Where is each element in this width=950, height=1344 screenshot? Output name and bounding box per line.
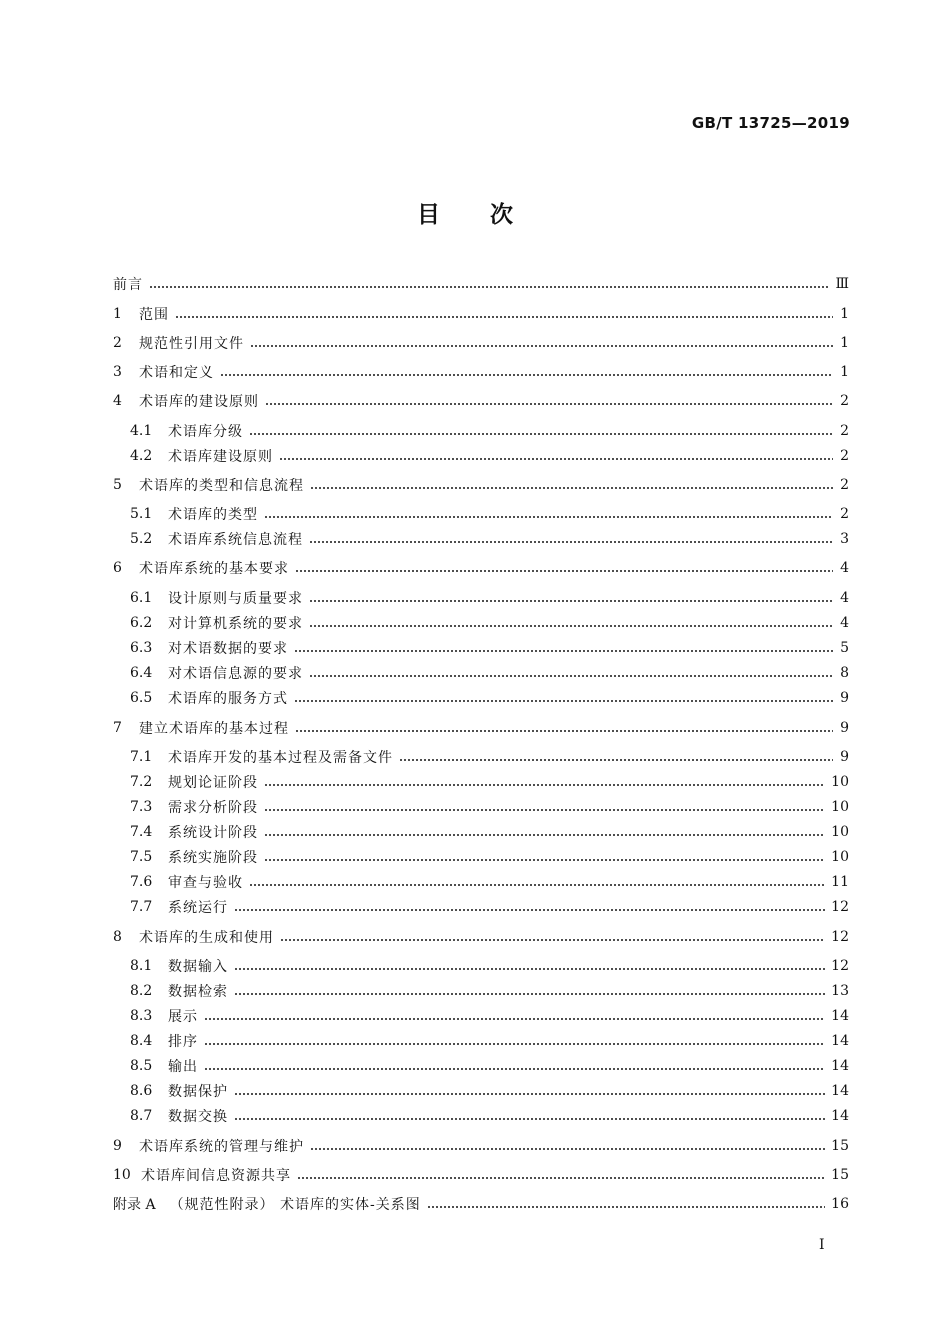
toc-entry-page: 14: [831, 1108, 849, 1124]
toc-entry-page: 2: [840, 448, 849, 464]
toc-entry[interactable]: [130, 1005, 849, 1027]
dot-leader: [220, 365, 833, 379]
toc-entry-label: 术语库建设原则: [168, 449, 273, 465]
toc-entry-number: 2: [113, 335, 122, 351]
dot-leader: [265, 394, 833, 408]
toc-entry-label: 对术语数据的要求: [168, 641, 288, 657]
dot-leader: [294, 641, 833, 655]
toc-entry-number: 7.7: [130, 899, 153, 915]
toc-entry-number: 4: [113, 393, 122, 409]
toc-entry-number: 5.2: [130, 531, 153, 547]
toc-entry[interactable]: [130, 637, 849, 659]
toc-entry-number: 8.2: [130, 983, 153, 999]
toc-entry-label: 输出: [168, 1059, 198, 1075]
toc-entry-number: 6.3: [130, 640, 153, 656]
toc-entry-number: 4.2: [130, 448, 153, 464]
toc-entry-page: 9: [840, 690, 849, 706]
toc-entry[interactable]: [130, 980, 849, 1002]
toc-entry-number: 9: [113, 1138, 122, 1154]
dot-leader: [309, 591, 833, 605]
dot-leader: [280, 930, 825, 944]
toc-entry-page: 2: [840, 393, 849, 409]
toc-entry[interactable]: [113, 361, 849, 383]
toc-entry-label: 系统设计阶段: [168, 825, 258, 841]
toc-entry[interactable]: [113, 1193, 849, 1215]
toc-entry-number: 8.3: [130, 1008, 153, 1024]
toc-entry[interactable]: [130, 1030, 849, 1052]
toc-entry-page: 8: [840, 665, 849, 681]
toc-entry-label: 对术语信息源的要求: [168, 666, 303, 682]
toc-entry-page: 14: [831, 1008, 849, 1024]
toc-entry-label: 建立术语库的基本过程: [139, 721, 289, 737]
toc-entry-page: 1: [840, 364, 849, 380]
toc-entry-number: 5: [113, 477, 122, 493]
toc-entry[interactable]: [113, 332, 849, 354]
toc-entry-label: 术语库的建设原则: [139, 394, 259, 410]
dot-leader: [149, 277, 829, 291]
dot-leader: [264, 775, 825, 789]
toc-entry[interactable]: [113, 474, 849, 496]
toc-entry-number: 8.7: [130, 1108, 153, 1124]
toc-entry[interactable]: [130, 846, 849, 868]
dot-leader: [294, 691, 833, 705]
dot-leader: [204, 1009, 825, 1023]
toc-entry-page: 1: [840, 306, 849, 322]
toc-entry-label: 数据交换: [168, 1109, 228, 1125]
toc-entry[interactable]: [130, 503, 849, 525]
toc-entry-label: 规划论证阶段: [168, 775, 258, 791]
toc-entry-number: 7.6: [130, 874, 153, 890]
toc-entry[interactable]: [130, 445, 849, 467]
toc-entry-number: 6.1: [130, 590, 153, 606]
toc-entry-label: 审查与验收: [168, 875, 243, 891]
toc-entry-number: 10: [113, 1167, 131, 1183]
toc-entry-label: 术语库的生成和使用: [139, 930, 274, 946]
toc-entry-page: 15: [831, 1138, 849, 1154]
dot-leader: [249, 875, 825, 889]
toc-entry[interactable]: [113, 390, 849, 412]
toc-entry-number: 7.1: [130, 749, 153, 765]
dot-leader: [309, 616, 833, 630]
toc-entry-label: 前言: [113, 277, 143, 293]
toc-entry-label: 范围: [139, 307, 169, 323]
toc-entry[interactable]: [130, 420, 849, 442]
toc-entry-number: 附录 A: [113, 1197, 156, 1213]
toc-entry-number: 6.4: [130, 665, 153, 681]
toc-entry[interactable]: [113, 557, 849, 579]
toc-entry-label: 数据输入: [168, 959, 228, 975]
toc-entry-page: 4: [840, 560, 849, 576]
toc-entry-page: 10: [831, 824, 849, 840]
toc-entry[interactable]: [113, 717, 849, 739]
toc-entry-label: 展示: [168, 1009, 198, 1025]
dot-leader: [234, 984, 825, 998]
toc-entry-page: 9: [840, 749, 849, 765]
dot-leader: [295, 561, 833, 575]
dot-leader: [264, 825, 825, 839]
toc-entry-page: 13: [831, 983, 849, 999]
page-folio: I: [819, 1237, 825, 1253]
dot-leader: [295, 721, 833, 735]
toc-entry-number: 7.4: [130, 824, 153, 840]
toc-entry-number: 6: [113, 560, 122, 576]
toc-entry-page: 9: [840, 720, 849, 736]
toc-entry[interactable]: [130, 896, 849, 918]
toc-entry-page: 1: [840, 335, 849, 351]
toc-entry-label: 系统实施阶段: [168, 850, 258, 866]
toc-entry[interactable]: [130, 1105, 849, 1127]
dot-leader: [175, 307, 833, 321]
dot-leader: [399, 750, 833, 764]
toc-entry-label: 术语库系统的基本要求: [139, 561, 289, 577]
toc-entry-label: 术语和定义: [139, 365, 214, 381]
toc-entry-label: 术语库间信息资源共享: [141, 1168, 291, 1184]
toc-entry-page: 16: [831, 1196, 849, 1212]
dot-leader: [310, 1139, 825, 1153]
toc-entry[interactable]: [113, 1135, 849, 1157]
dot-leader: [234, 900, 825, 914]
toc-entry-number: 1: [113, 306, 122, 322]
toc-entry-number: 8.1: [130, 958, 153, 974]
toc-entry-number: 8: [113, 929, 122, 945]
toc-entry[interactable]: [130, 821, 849, 843]
toc-entry-number: 7.5: [130, 849, 153, 865]
toc-entry[interactable]: [130, 955, 849, 977]
toc-entry[interactable]: [130, 612, 849, 634]
toc-entry[interactable]: [130, 871, 849, 893]
toc-entry-label: 规范性引用文件: [139, 336, 244, 352]
toc-entry[interactable]: [113, 303, 849, 325]
toc-entry-page: 11: [831, 874, 849, 890]
dot-leader: [279, 449, 833, 463]
toc-entry-page: 12: [831, 929, 849, 945]
toc-entry[interactable]: [130, 528, 849, 550]
dot-leader: [427, 1197, 825, 1211]
dot-leader: [249, 424, 833, 438]
toc-entry-label: 术语库系统信息流程: [168, 532, 303, 548]
toc-entry-label: 排序: [168, 1034, 198, 1050]
toc-entry-page: 4: [840, 590, 849, 606]
toc-entry-label: 设计原则与质量要求: [168, 591, 303, 607]
dot-leader: [264, 850, 825, 864]
toc-entry-page: 10: [831, 849, 849, 865]
toc-entry-page: 14: [831, 1033, 849, 1049]
toc-entry-label: 术语库的类型和信息流程: [139, 478, 304, 494]
dot-leader: [264, 507, 833, 521]
dot-leader: [234, 1084, 825, 1098]
toc-entry-label: 术语库开发的基本过程及需备文件: [168, 750, 393, 766]
toc-entry-page: 12: [831, 899, 849, 915]
toc-entry-page: 4: [840, 615, 849, 631]
toc-entry-page: 5: [840, 640, 849, 656]
dot-leader: [204, 1059, 825, 1073]
toc-entry-number: 7: [113, 720, 122, 736]
toc-entry[interactable]: [113, 273, 849, 295]
toc-entry-number: 8.5: [130, 1058, 153, 1074]
toc-entry-label: 术语库分级: [168, 424, 243, 440]
toc-entry-page: 12: [831, 958, 849, 974]
toc-entry[interactable]: [130, 687, 849, 709]
toc-entry-page: 14: [831, 1058, 849, 1074]
toc-entry-number: 4.1: [130, 423, 153, 439]
toc-entry[interactable]: [130, 796, 849, 818]
dot-leader: [297, 1168, 825, 1182]
toc-entry-label: （规范性附录） 术语库的实体-关系图: [169, 1197, 421, 1213]
toc-entry-label: 需求分析阶段: [168, 800, 258, 816]
toc-entry-page: 10: [831, 774, 849, 790]
toc-entry[interactable]: [130, 746, 849, 768]
toc-entry[interactable]: [113, 1164, 849, 1186]
dot-leader: [264, 800, 825, 814]
toc-entry[interactable]: [130, 1080, 849, 1102]
toc-entry-number: 6.2: [130, 615, 153, 631]
dot-leader: [204, 1034, 825, 1048]
dot-leader: [234, 1109, 825, 1123]
toc-entry-page: 15: [831, 1167, 849, 1183]
toc-entry-page: 2: [840, 506, 849, 522]
toc-entry-page: 2: [840, 423, 849, 439]
toc-entry-number: 7.3: [130, 799, 153, 815]
page-title: 目次: [417, 202, 563, 228]
toc-entry-page: 10: [831, 799, 849, 815]
toc-entry-page: 2: [840, 477, 849, 493]
toc-entry-number: 5.1: [130, 506, 153, 522]
standard-code: GB/T 13725—2019: [691, 114, 850, 132]
toc-entry[interactable]: [130, 587, 849, 609]
toc-entry-label: 系统运行: [168, 900, 228, 916]
toc-entry-number: 6.5: [130, 690, 153, 706]
toc-entry-number: 8.4: [130, 1033, 153, 1049]
toc-entry[interactable]: [130, 771, 849, 793]
toc-entry[interactable]: [130, 1055, 849, 1077]
toc-entry-label: 术语库的类型: [168, 507, 258, 523]
toc-entry-page: Ⅲ: [835, 276, 849, 292]
toc-entry-number: 8.6: [130, 1083, 153, 1099]
dot-leader: [309, 532, 833, 546]
toc-entry-label: 术语库系统的管理与维护: [139, 1139, 304, 1155]
toc-entry-label: 术语库的服务方式: [168, 691, 288, 707]
toc-entry[interactable]: [113, 926, 849, 948]
toc-entry-label: 数据保护: [168, 1084, 228, 1100]
toc-entry[interactable]: [130, 662, 849, 684]
dot-leader: [310, 478, 833, 492]
toc-entry-label: 数据检索: [168, 984, 228, 1000]
dot-leader: [250, 336, 833, 350]
dot-leader: [309, 666, 833, 680]
dot-leader: [234, 959, 825, 973]
toc-entry-label: 对计算机系统的要求: [168, 616, 303, 632]
toc-entry-number: 3: [113, 364, 122, 380]
toc-entry-page: 3: [840, 531, 849, 547]
toc-entry-number: 7.2: [130, 774, 153, 790]
toc-entry-page: 14: [831, 1083, 849, 1099]
